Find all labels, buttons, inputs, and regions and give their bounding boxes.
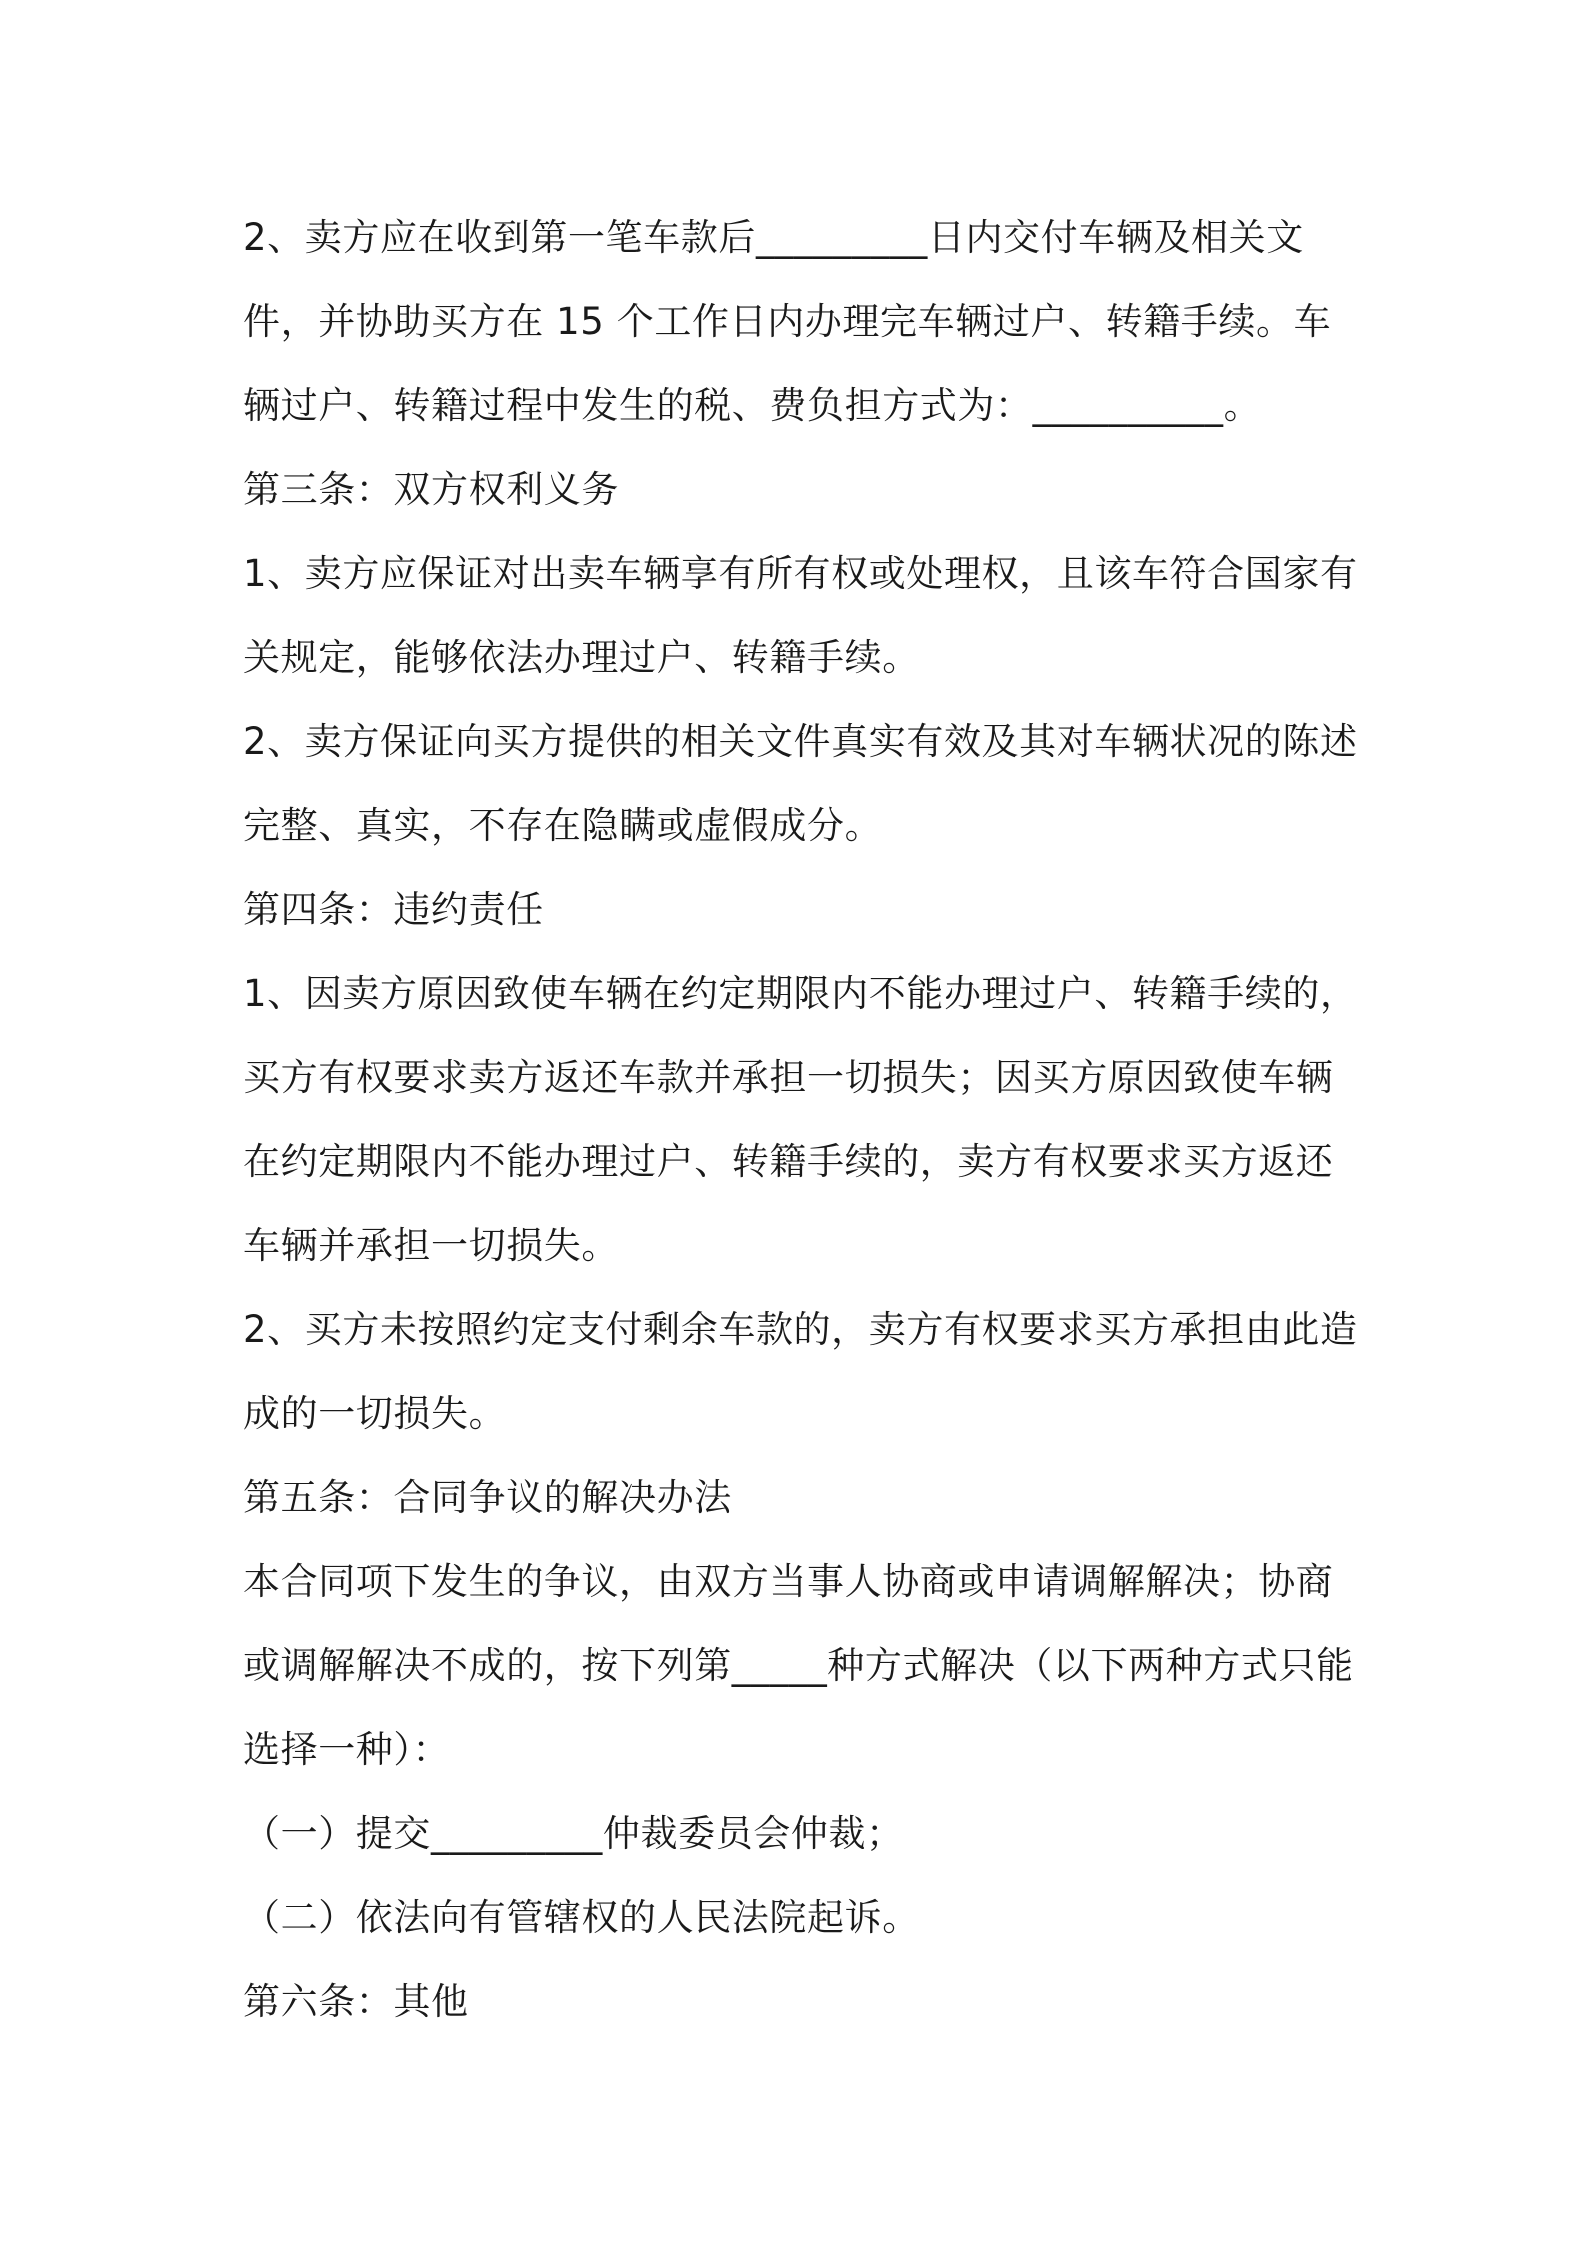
article-5-heading: 第五条：合同争议的解决办法 — [243, 1476, 732, 1519]
article-3-item-1: 1、卖方应保证对出卖车辆享有所有权或处理权，且该车符合国家有关规定，能够依法办理过户、转籍手续。 — [243, 552, 1358, 679]
article-4-heading: 第四条：违约责任 — [243, 888, 544, 931]
article-4-item-1: 1、因卖方原因致使车辆在约定期限内不能办理过户、转籍手续的，买方有权要求卖方返还车款并承担一切损失；因买方原因致使车辆在约定期限内不能办理过户、转籍手续的，卖方有权要求买方返还车辆并承担一切损失。 — [243, 972, 1358, 1267]
article-3-heading: 第三条：双方权利义务 — [243, 468, 619, 511]
article-3-item-2: 2、卖方保证向买方提供的相关文件真实有效及其对车辆状况的陈述完整、真实，不存在隐瞒或虚假成分。 — [243, 720, 1358, 847]
article-5-option-1: （一）提交_________仲裁委员会仲裁； — [243, 1812, 904, 1855]
document-body — [243, 196, 1363, 2044]
clause-2-delivery: 2、卖方应在收到第一笔车款后_________日内交付车辆及相关文件，并协助买方在 15 个工作日内办理完车辆过户、转籍手续。车辆过户、转籍过程中发生的税、费负担方式为：__________。 — [243, 216, 1332, 427]
article-4-item-2: 2、买方未按照约定支付剩余车款的，卖方有权要求买方承担由此造成的一切损失。 — [243, 1308, 1358, 1435]
article-5-option-2: （二）依法向有管辖权的人民法院起诉。 — [243, 1896, 920, 1939]
article-6-heading: 第六条：其他 — [243, 1980, 469, 2023]
article-5-body: 本合同项下发生的争议，由双方当事人协商或申请调解解决；协商或调解解决不成的，按下列第_____种方式解决（以下两种方式只能选择一种）： — [243, 1560, 1354, 1771]
